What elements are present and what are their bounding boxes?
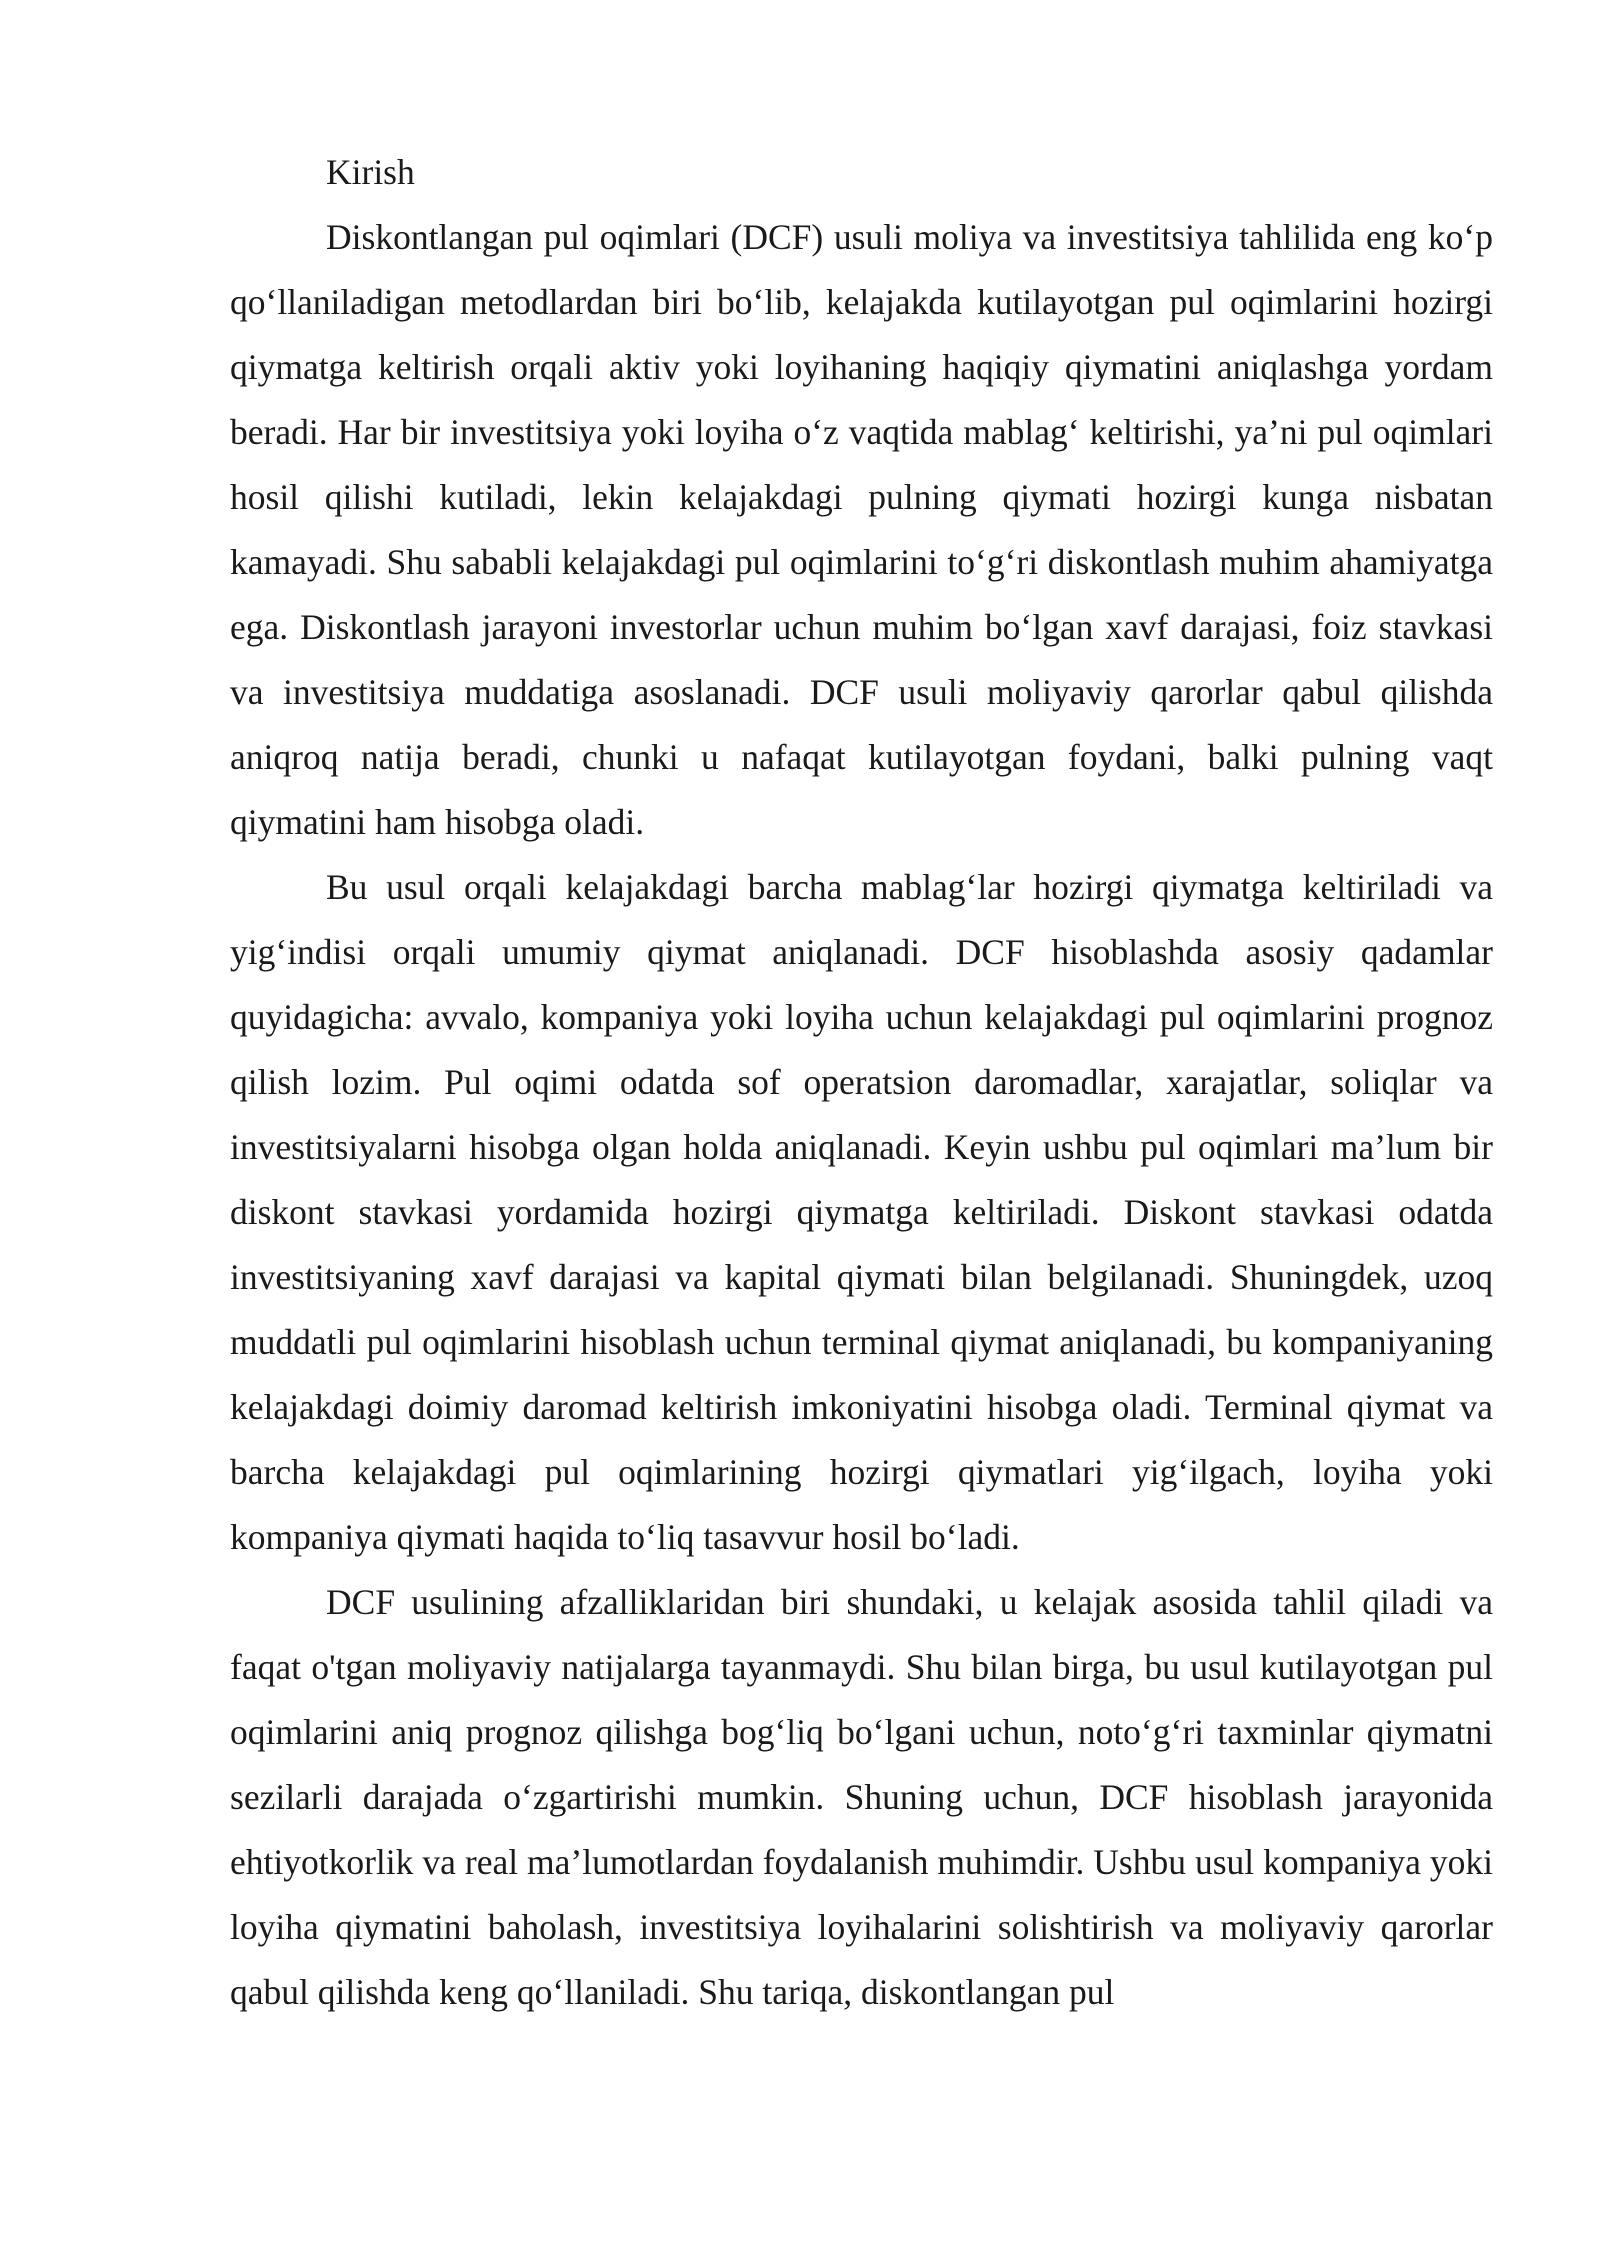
paragraph-dcf-steps: Bu usul orqali kelajakdagi barcha mablag‘lar hozirgi qiymatga keltiriladi va yig‘indisi orqali umumiy qiymat aniqlanadi. DCF hisoblashda asosiy qadamlar quyidagicha: avvalo, kompaniya yoki loyiha uchun kelajakdagi pul oqimlarini prognoz qilish lozim. Pul oqimi odatda sof operatsion daromadlar, xarajatlar, soliqlar va investitsiyalarni hisobga olgan holda aniqlanadi. Keyin ushbu pul oqimlari ma’lum bir diskont stavkasi yordamida hozirgi qiymatga keltiriladi. Diskont stavkasi odatda investitsiyaning xavf darajasi va kapital qiymati bilan belgilanadi. Shuningdek, uzoq muddatli pul oqimlarini hisoblash uchun terminal qiymat aniqlanadi, bu kompaniyaning kelajakdagi doimiy daromad keltirish imkoniyatini hisobga oladi. Terminal qiymat va barcha kelajakdagi pul oqimlarining hozirgi qiymatlari yig‘ilgach, loyiha yoki kompaniya qiymati haqida to‘liq tasavvur hosil bo‘ladi. xyxy=(230,867,1493,1557)
section-heading: Kirish xyxy=(326,152,415,192)
paragraph-dcf-definition: Diskontlangan pul oqimlari (DCF) usuli moliya va investitsiya tahlilida eng ko‘p qo‘llaniladigan metodlardan biri bo‘lib, kelajakda kutilayotgan pul oqimlarini hozirgi qiymatga keltirish orqali aktiv yoki loyihaning haqiqiy qiymatini aniqlashga yordam beradi. Har bir investitsiya yoki loyiha o‘z vaqtida mablag‘ keltirishi, ya’ni pul oqimlari hosil qilishi kutiladi, lekin kelajakdagi pulning qiymati hozirgi kunga nisbatan kamayadi. Shu sababli kelajakdagi pul oqimlarini to‘g‘ri diskontlash muhim ahamiyatga ega. Diskontlash jarayoni investorlar uchun muhim bo‘lgan xavf darajasi, foiz stavkasi va investitsiya muddatiga asoslanadi. DCF usuli moliyaviy qarorlar qabul qilishda aniqroq natija beradi, chunki u nafaqat kutilayotgan foydani, balki pulning vaqt qiymatini ham hisobga oladi. xyxy=(230,217,1493,842)
document-page xyxy=(230,140,1493,2025)
paragraph-dcf-advantages: DCF usulining afzalliklaridan biri shundaki, u kelajak asosida tahlil qiladi va faqat o'tgan moliyaviy natijalarga tayanmaydi. Shu bilan birga, bu usul kutilayotgan pul oqimlarini aniq prognoz qilishga bog‘liq bo‘lgani uchun, noto‘g‘ri taxminlar qiymatni sezilarli darajada o‘zgartirishi mumkin. Shuning uchun, DCF hisoblash jarayonida ehtiyotkorlik va real ma’lumotlardan foydalanish muhimdir. Ushbu usul kompaniya yoki loyiha qiymatini baholash, investitsiya loyihalarini solishtirish va moliyaviy qarorlar qabul qilishda keng qo‘llaniladi. Shu tariqa, diskontlangan pul xyxy=(230,1582,1493,2012)
